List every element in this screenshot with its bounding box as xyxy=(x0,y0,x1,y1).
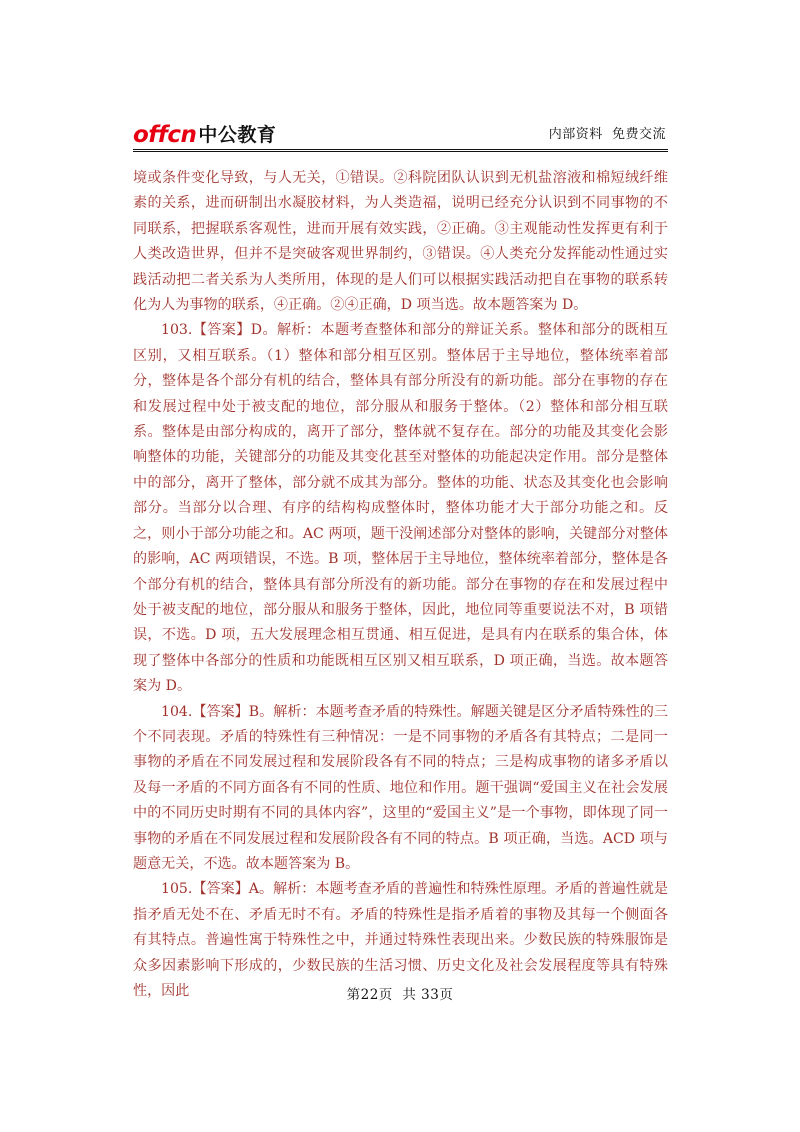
header-divider xyxy=(133,149,668,150)
answer-105: 105.【答案】A。解析：本题考查矛盾的普遍性和特殊性原理。矛盾的普遍性就是指矛盾无处不在、矛盾无时不有。矛盾的特殊性是指矛盾着的事物及其每一个侧面各有其特点。普遍性寓于特殊性之中，并通过特殊性表现出来。少数民族的特殊服饰是众多因素影响下形成的，少数民族的生活习惯、历史文化及社会发展程度等具有特殊性，因此 xyxy=(133,881,668,999)
document-body xyxy=(133,166,668,1004)
offcn-logo xyxy=(133,122,276,148)
answer-103: 103.【答案】D。解析：本题考查整体和部分的辩证关系。整体和部分的既相互区别，又相互联系。（1）整体和部分相互区别。整体居于主导地位，整体统率着部分，整体是各个部分有机的结合，整体具有部分所没有的新功能。部分在事物的存在和发展过程中处于被支配的地位，部分服从和服务于整体。（2）整体和部分相互联系。整体是由部分构成的，离开了部分，整体就不复存在。部分的功能及其变化会影响整体的功能，关键部分的功能及其变化甚至对整体的功能起决定作用。部分是整体中的部分，离开了整体，部分就不成其为部分。整体的功能、状态及其变化也会影响部分。当部分以合理、有序的结构构成整体时，整体功能才大于部分功能之和。反之，则小于部分功能之和。AC 两项，题干没阐述部分对整体的影响，关键部分对整体的影响，AC 两项错误，不选。B 项，整体居于主导地位，整体统率着部分，整体是各个部分有机的结合，整体具有部分所没有的新功能。部分在事物的存在和发展过程中处于被支配的地位，部分服从和服务于整体，因此，地位同等重要说法不对，B 项错误，不选。D 项，五大发展理念相互贯通、相互促进，是具有内在联系的集合体，体现了整体中各部分的性质和功能既相互区别又相互联系，D 项正确，当选。故本题答案为 D。 xyxy=(133,322,668,695)
logo-en-text: offcn xyxy=(133,122,197,148)
paragraph-continuation: 境或条件变化导致，与人无关，①错误。②科院团队认识到无机盐溶液和棉短绒纤维素的关系，进而研制出水凝胶材料，为人类造福，说明已经充分认识到不同事物的不同联系，把握联系客观性，进而开展有效实践，②正确。③主观能动性发挥更有利于人类改造世界，但并不是突破客观世界制约，③错误。④人类充分发挥能动性通过实践活动把二者关系为人类所用，体现的是人们可以根据实践活动把自在事物的联系转化为人为事物的联系，④正确。②④正确，D 项当选。故本题答案为 D。 xyxy=(133,170,668,314)
logo-cn-text: 中公教育 xyxy=(198,124,277,146)
page-number: 第22页 共 33页 xyxy=(346,987,454,1003)
header-note: 内部资料 免费交流 xyxy=(548,127,666,142)
page-header xyxy=(133,122,668,148)
header-divider-thin xyxy=(133,151,668,152)
answer-104: 104.【答案】B。解析：本题考查矛盾的特殊性。解题关键是区分矛盾特殊性的三个不同表现。矛盾的特殊性有三种情况：一是不同事物的矛盾各有其特点；二是同一事物的矛盾在不同发展过程和发展阶段各有不同的特点；三是构成事物的诸多矛盾以及每一矛盾的不同方面各有不同的性质、地位和作用。题干强调“爱国主义在社会发展中的不同历史时期有不同的具体内容”，这里的“爱国主义”是一个事物，即体现了同一事物的矛盾在不同发展过程和发展阶段各有不同的特点。B 项正确，当选。ACD 项与题意无关，不选。故本题答案为 B。 xyxy=(133,703,668,872)
